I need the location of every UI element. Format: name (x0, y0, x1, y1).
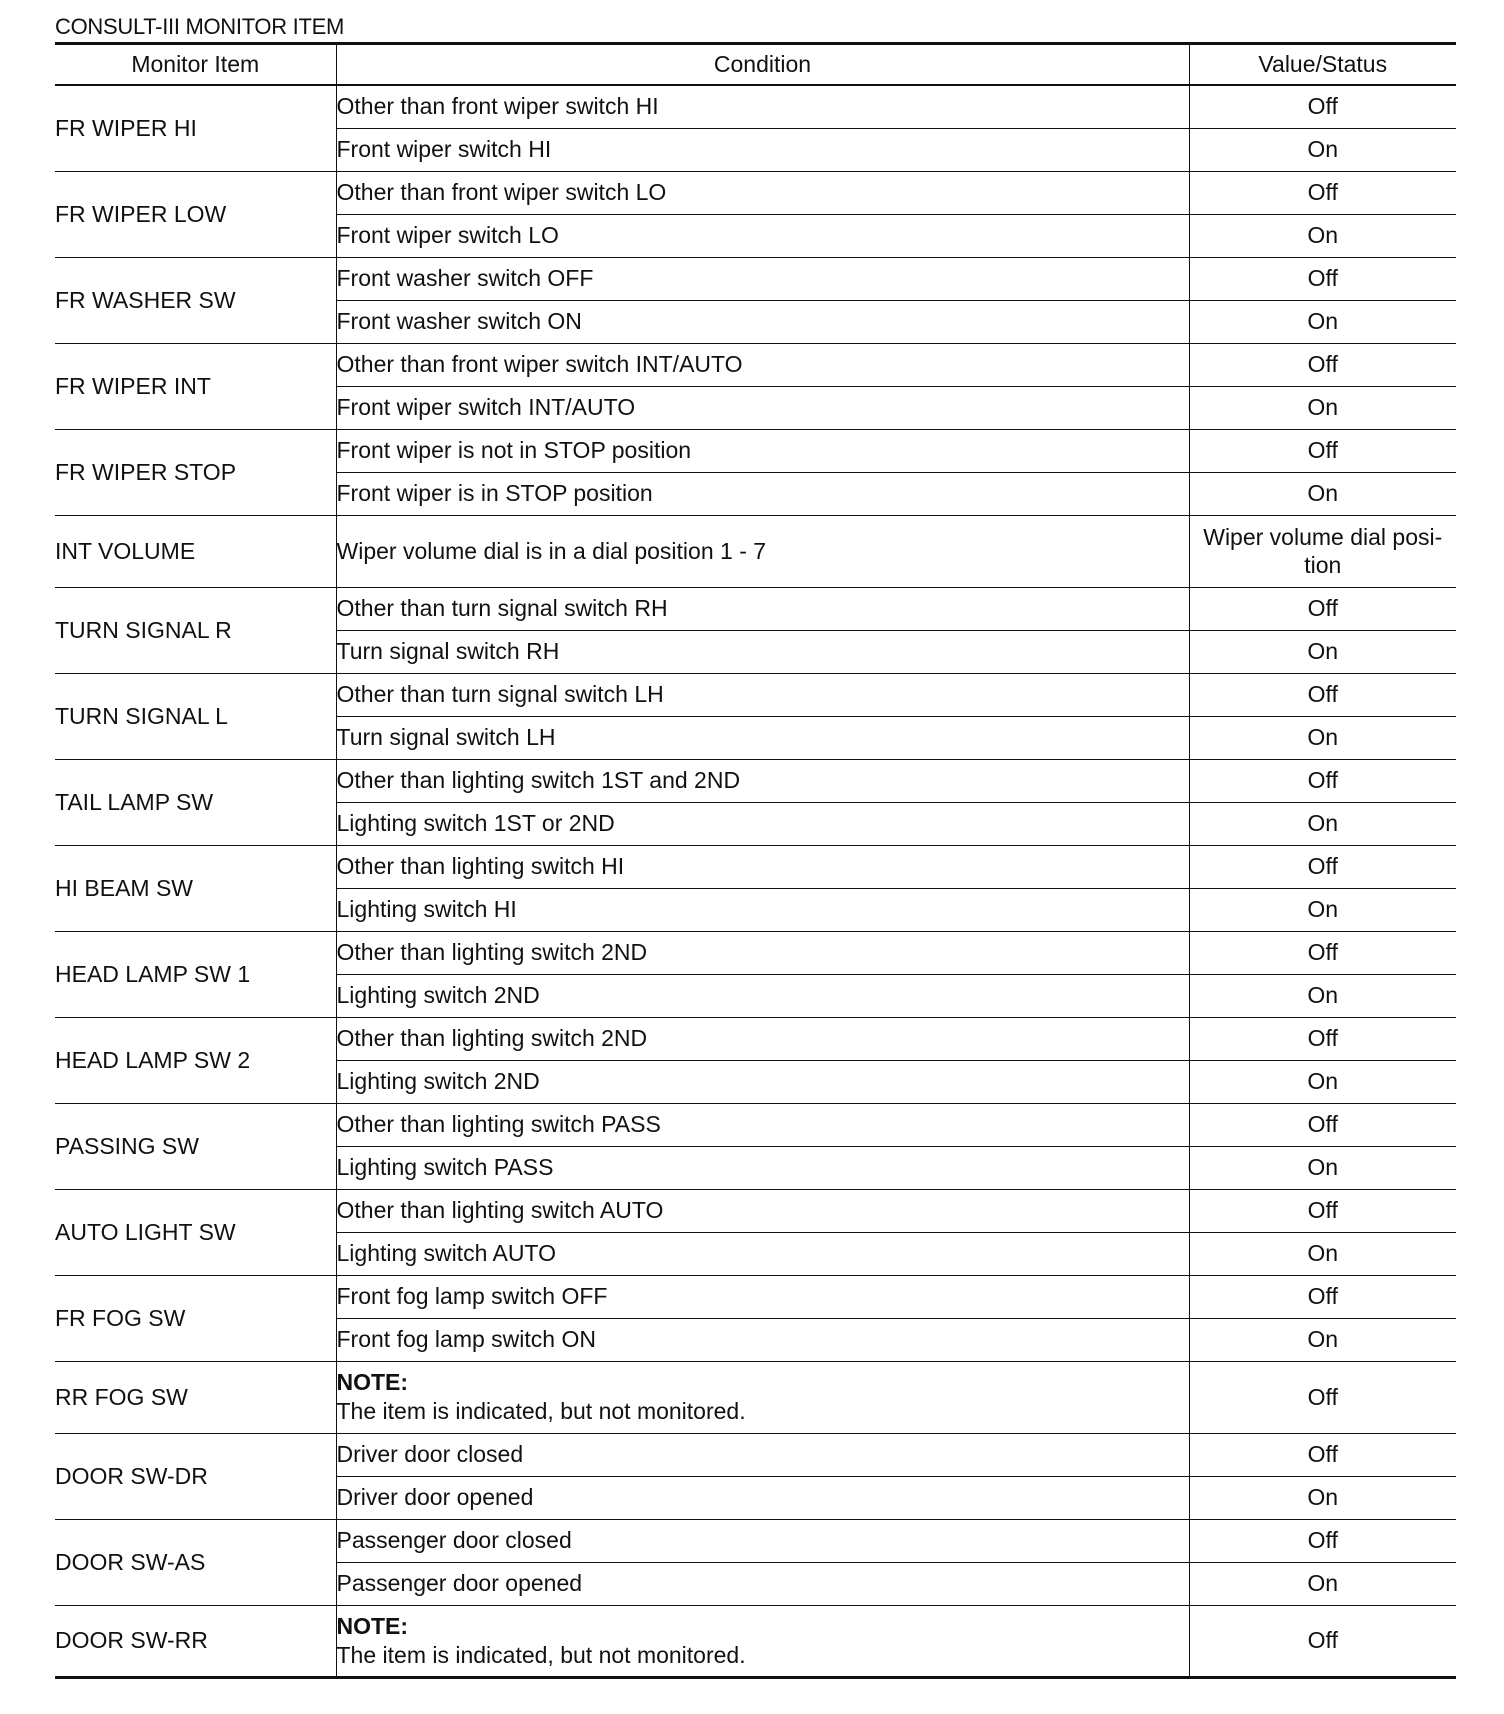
monitor-item-name: FR WIPER STOP (55, 429, 336, 515)
condition-cell: Wiper volume dial is in a dial position 1 - 7 (336, 515, 1189, 587)
note-text: The item is indicated, but not monitored. (336, 1641, 746, 1668)
condition-cell: Front wiper is not in STOP position (336, 429, 1189, 472)
monitor-item-name: RR FOG SW (55, 1361, 336, 1433)
condition-cell: Front wiper switch LO (336, 214, 1189, 257)
condition-cell: Passenger door opened (336, 1562, 1189, 1605)
value-status-cell: Off (1189, 759, 1456, 802)
monitor-item-name: TURN SIGNAL R (55, 587, 336, 673)
value-status-cell: On (1189, 472, 1456, 515)
monitor-item-name: DOOR SW-AS (55, 1519, 336, 1605)
table-row (55, 257, 1456, 300)
value-status-cell: On (1189, 386, 1456, 429)
condition-cell: Other than lighting switch HI (336, 845, 1189, 888)
value-status-cell: On (1189, 300, 1456, 343)
value-status-cell: Off (1189, 587, 1456, 630)
note-text: The item is indicated, but not monitored. (336, 1398, 746, 1424)
condition-cell: Front washer switch OFF (336, 257, 1189, 300)
monitor-item-name: HEAD LAMP SW 2 (55, 1017, 336, 1103)
value-status-cell: On (1189, 974, 1456, 1017)
value-status-cell: Off (1189, 1103, 1456, 1146)
table-row (55, 343, 1456, 386)
value-status-cell: Off (1189, 1519, 1456, 1562)
monitor-item-name: FR FOG SW (55, 1275, 336, 1361)
table-body (55, 85, 1456, 1677)
condition-cell: Other than turn signal switch RH (336, 587, 1189, 630)
value-status-cell: On (1189, 1060, 1456, 1103)
table-row (55, 845, 1456, 888)
condition-cell: Driver door closed (336, 1433, 1189, 1476)
monitor-item-name: FR WIPER LOW (55, 171, 336, 257)
table-row (55, 1189, 1456, 1232)
monitor-item-name: FR WASHER SW (55, 257, 336, 343)
table-row (55, 171, 1456, 214)
value-status-cell: Off (1189, 931, 1456, 974)
table-row (55, 1361, 1456, 1433)
condition-cell: Passenger door closed (336, 1519, 1189, 1562)
value-status-cell: On (1189, 1476, 1456, 1519)
monitor-item-name: INT VOLUME (55, 515, 336, 587)
value-status-cell: Off (1189, 85, 1456, 128)
monitor-item-name: PASSING SW (55, 1103, 336, 1189)
value-status-cell: Off (1189, 343, 1456, 386)
condition-cell: Front wiper switch HI (336, 128, 1189, 171)
table-row (55, 1433, 1456, 1476)
condition-cell: Other than lighting switch 2ND (336, 1017, 1189, 1060)
note-label: NOTE: (336, 1369, 409, 1395)
value-status-cell: On (1189, 1232, 1456, 1275)
table-row (55, 1103, 1456, 1146)
condition-cell: Other than turn signal switch LH (336, 673, 1189, 716)
condition-cell: Other than lighting switch PASS (336, 1103, 1189, 1146)
value-status-cell: On (1189, 214, 1456, 257)
value-status-cell: On (1189, 128, 1456, 171)
table-row (55, 1519, 1456, 1562)
condition-cell: Front wiper switch INT/AUTO (336, 386, 1189, 429)
condition-cell: Lighting switch 2ND (336, 1060, 1189, 1103)
monitor-item-name: DOOR SW-RR (55, 1605, 336, 1677)
table-row (55, 1275, 1456, 1318)
condition-cell: Lighting switch HI (336, 888, 1189, 931)
monitor-item-name: FR WIPER INT (55, 343, 336, 429)
condition-cell: Turn signal switch LH (336, 716, 1189, 759)
condition-cell: Lighting switch AUTO (336, 1232, 1189, 1275)
value-status-cell: On (1189, 1146, 1456, 1189)
condition-cell: Front fog lamp switch OFF (336, 1275, 1189, 1318)
table-row (55, 515, 1456, 587)
header-monitor-item: Monitor Item (55, 44, 336, 86)
condition-cell: Front washer switch ON (336, 300, 1189, 343)
value-status-cell: On (1189, 1562, 1456, 1605)
condition-cell: Driver door opened (336, 1476, 1189, 1519)
value-status-cell: On (1189, 630, 1456, 673)
table-caption: CONSULT-III MONITOR ITEM (55, 14, 344, 39)
condition-cell: Lighting switch 1ST or 2ND (336, 802, 1189, 845)
value-status-cell: Off (1189, 845, 1456, 888)
condition-note-cell (336, 1361, 1189, 1433)
value-status-cell: Off (1189, 1189, 1456, 1232)
condition-cell: Lighting switch 2ND (336, 974, 1189, 1017)
monitor-item-name: DOOR SW-DR (55, 1433, 336, 1519)
table-row (55, 1017, 1456, 1060)
value-status-cell: Off (1189, 429, 1456, 472)
condition-cell: Turn signal switch RH (336, 630, 1189, 673)
table-row (55, 673, 1456, 716)
value-status-cell: Off (1189, 1275, 1456, 1318)
table-row (55, 587, 1456, 630)
condition-cell: Front wiper is in STOP position (336, 472, 1189, 515)
condition-cell: Lighting switch PASS (336, 1146, 1189, 1189)
value-status-cell: Off (1189, 1605, 1456, 1677)
condition-note-cell (336, 1605, 1189, 1677)
table-header-row (55, 44, 1456, 86)
value-status-cell: Off (1189, 1017, 1456, 1060)
monitor-item-name: FR WIPER HI (55, 85, 336, 171)
monitor-item-name: AUTO LIGHT SW (55, 1189, 336, 1275)
condition-cell: Other than lighting switch 1ST and 2ND (336, 759, 1189, 802)
table-row (55, 931, 1456, 974)
value-status-cell: On (1189, 716, 1456, 759)
value-status-cell: Off (1189, 1433, 1456, 1476)
value-status-cell: Off (1189, 673, 1456, 716)
table-row (55, 429, 1456, 472)
value-status-cell: On (1189, 802, 1456, 845)
value-status-cell: On (1189, 1318, 1456, 1361)
table-row (55, 759, 1456, 802)
monitor-item-name: TURN SIGNAL L (55, 673, 336, 759)
table-row (55, 85, 1456, 128)
condition-cell: Other than lighting switch 2ND (336, 931, 1189, 974)
condition-cell: Front fog lamp switch ON (336, 1318, 1189, 1361)
header-condition: Condition (336, 44, 1189, 86)
monitor-item-table (55, 42, 1456, 1679)
table-row (55, 1605, 1456, 1677)
value-status-cell: Off (1189, 257, 1456, 300)
value-status-cell: Wiper volume dial posi-tion (1189, 515, 1456, 587)
value-status-cell: Off (1189, 1361, 1456, 1433)
condition-cell: Other than front wiper switch LO (336, 171, 1189, 214)
condition-cell: Other than front wiper switch HI (336, 85, 1189, 128)
monitor-item-name: HI BEAM SW (55, 845, 336, 931)
condition-cell: Other than lighting switch AUTO (336, 1189, 1189, 1232)
header-value-status: Value/Status (1189, 44, 1456, 86)
value-status-cell: Off (1189, 171, 1456, 214)
value-status-cell: On (1189, 888, 1456, 931)
monitor-item-name: TAIL LAMP SW (55, 759, 336, 845)
condition-cell: Other than front wiper switch INT/AUTO (336, 343, 1189, 386)
monitor-item-name: HEAD LAMP SW 1 (55, 931, 336, 1017)
note-label: NOTE: (336, 1612, 409, 1639)
